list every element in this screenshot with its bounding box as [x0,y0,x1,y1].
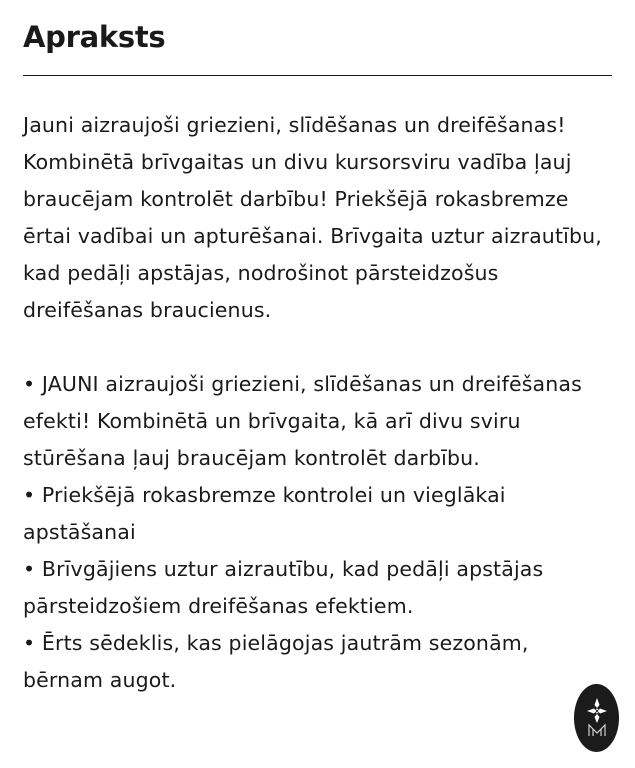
description-paragraph: Jauni aizraujoši griezieni, slīdēšanas un dreifēšanas! Kombinētā brīvgaitas un divu kursorsviru vadība ļauj braucējam kontrolēt darbību! Priekšējā rokasbremze ērtai vadībai un apturēšanai. Brīvgaita uztur aizrautību, kad pedāļi apstājas, nodrošinot pārsteidzošus dreifēšanas braucienus. [23,113,602,322]
floating-widget-button[interactable] [574,684,619,752]
section-title: Apraksts [23,20,166,54]
bullet-item-3: • Brīvgājiens uztur aizrautību, kad pedāļi apstājas pārsteidzošiem dreifēšanas efektiem. [23,557,544,618]
brand-emblem-icon [584,696,610,740]
divider [23,75,612,76]
paragraph-spacer [23,329,615,366]
description-content [23,107,615,699]
bullet-item-2: • Priekšējā rokasbremze kontrolei un vieglākai apstāšanai [23,483,506,544]
bullet-item-1: • JAUNI aizraujoši griezieni, slīdēšanas un dreifēšanas efekti! Kombinētā un brīvgaita, kā arī divu sviru stūrēšana ļauj braucējam kontrolēt darbību. [23,372,582,470]
bullet-item-4: • Ērts sēdeklis, kas pielāgojas jautrām sezonām, bērnam augot. [23,631,529,692]
